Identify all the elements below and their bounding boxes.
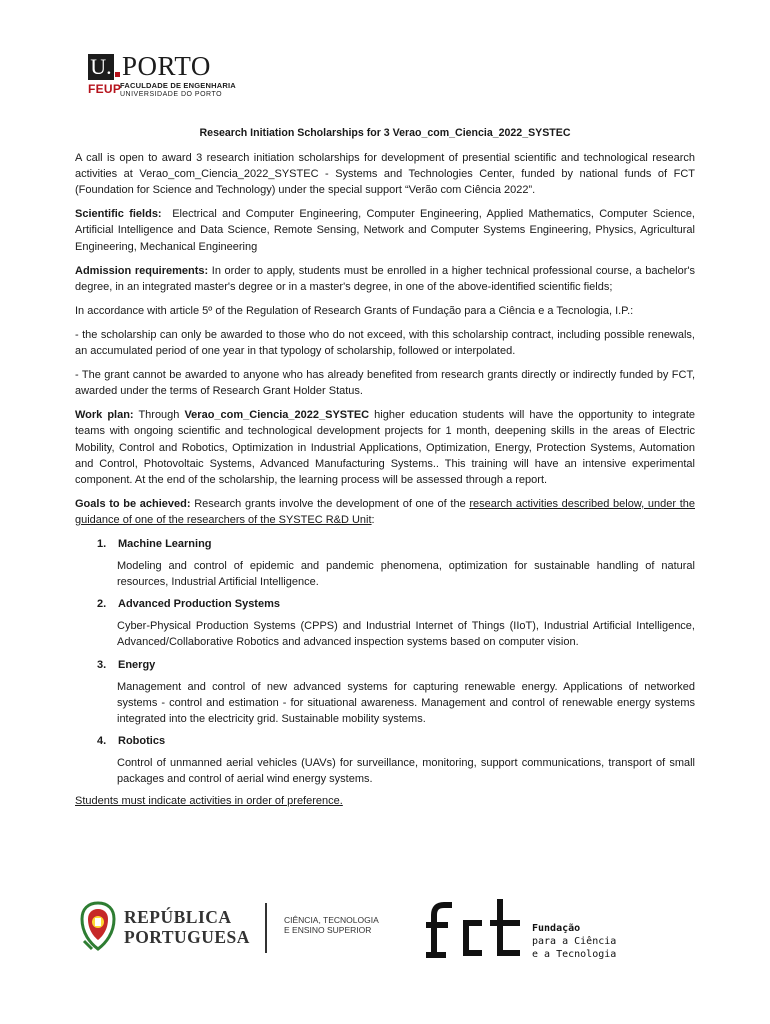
fct-name-line-one: Fundação bbox=[532, 923, 581, 934]
activity-title: 2. Advanced Production Systems bbox=[97, 598, 280, 611]
portugal-coat-of-arms-icon bbox=[78, 899, 118, 955]
goals-underlined: research activities described below, under the guidance of one of the researchers of the SYSTEC R&D Unit bbox=[75, 497, 695, 526]
activity-title: 3. Energy bbox=[97, 658, 156, 671]
list-item bbox=[75, 657, 695, 727]
rule-two-paragraph: - The grant cannot be awarded to anyone who has already benefited from research grants directly or indirectly funded by FCT, awarded under the terms of Research Grant Holder Status. bbox=[75, 369, 695, 398]
logo-feup-text: FEUP bbox=[88, 82, 122, 96]
list-item bbox=[75, 536, 695, 590]
goals-paragraph bbox=[75, 496, 695, 528]
logo-red-dot bbox=[115, 72, 120, 77]
portuguesa-text: PORTUGUESA bbox=[124, 927, 250, 947]
activity-description: Cyber-Physical Production Systems (CPPS) and Industrial Internet of Things (IIoT), Industrial Artificial Intelligence, Advanced/Collaborative Robotics and advanced inspection systems based on computer vision. bbox=[117, 620, 695, 649]
logo-porto-text: PORTO bbox=[122, 51, 211, 81]
logo-universidade-text: UNIVERSIDADE DO PORTO bbox=[120, 91, 223, 98]
list-item bbox=[75, 596, 695, 650]
activity-description: Modeling and control of epidemic and pandemic phenomena, optimization for sustainable handling of natural resources, Industrial Artificial Intelligence. bbox=[117, 560, 695, 589]
uporto-feup-logo bbox=[88, 52, 288, 100]
fct-name-line-two: para a Ciência bbox=[532, 936, 617, 947]
logo-u-mark: U. bbox=[88, 54, 114, 80]
work-plan-label: Work plan: bbox=[75, 409, 134, 422]
work-plan-program: Verao_com_Ciencia_2022_SYSTEC bbox=[184, 409, 370, 422]
goals-label: Goals to be achieved: bbox=[75, 497, 191, 510]
logo-faculdade-text: FACULDADE DE ENGENHARIA bbox=[120, 81, 236, 90]
work-plan-pre: Through bbox=[138, 409, 180, 422]
footer-logos bbox=[78, 895, 638, 965]
scientific-fields-paragraph bbox=[75, 206, 695, 254]
work-plan-paragraph bbox=[75, 407, 695, 487]
intro-paragraph: A call is open to award 3 research initiation scholarships for development of presential scientific and technological research activities at Verao_com_Ciencia_2022_SYSTEC - Systems and Technologies Center, funded by national funds of FCT (Foundation for Science and Technology) under the special support “Verão com Ciência 2022”. bbox=[75, 152, 695, 197]
fct-logo-icon bbox=[424, 897, 524, 959]
fct-name-line-three: e a Tecnologia bbox=[532, 949, 617, 960]
activity-title: 4. Robotics bbox=[97, 734, 166, 747]
scientific-fields-text: Electrical and Computer Engineering, Computer Engineering, Applied Mathematics, Computer Science, Artificial Intelligence and Data Science, Remote Sensing, Network and Computer Systems Engineering, Physics, Agricultural Engineering, Mechanical Engineering bbox=[75, 208, 695, 253]
activity-description: Control of unmanned aerial vehicles (UAVs) for surveillance, monitoring, support communications, transport of small packages and control of aerial wind energy systems. bbox=[117, 757, 695, 786]
scientific-fields-label: Scientific fields: bbox=[75, 208, 162, 221]
regulation-paragraph: In accordance with article 5º of the Regulation of Research Grants of Fundação para a Ciência e a Tecnologia, I.P.: bbox=[75, 304, 634, 317]
ministry-line-one: CIÊNCIA, TECNOLOGIA bbox=[284, 915, 379, 925]
work-plan-text: higher education students will have the opportunity to integrate teams with ongoing scientific and technological development projects for 1 month, deepening skills in the areas of Electric Mobility, Control and Robotics, Optimization in Industrial Applications, Optimization, Energy, Protection Systems, Automation and Control, Photovoltaic Systems, Advanced Manufacturing Systems.. This training will have an intensive experimental component. At the end of the scholarship, the learning process will be assessed through a report. bbox=[75, 409, 696, 486]
list-item bbox=[75, 733, 695, 787]
activity-title: 1. Machine Learning bbox=[97, 537, 212, 550]
goals-text: Research grants involve the development of one of the bbox=[194, 497, 466, 510]
admission-text: In order to apply, students must be enrolled in a higher technical professional course, a bachelor's degree, in an integrated master's degree or in a master's degree, in one of the above-identified scientific fields; bbox=[75, 264, 696, 293]
divider bbox=[265, 903, 267, 953]
ministry-line-two: E ENSINO SUPERIOR bbox=[284, 925, 372, 935]
document-title: Research Initiation Scholarships for 3 Verao_com_Ciencia_2022_SYSTEC bbox=[199, 127, 571, 139]
republica-text: REPÚBLICA bbox=[124, 907, 232, 927]
activities-list bbox=[75, 536, 695, 787]
preference-note: Students must indicate activities in order of preference. bbox=[75, 795, 343, 808]
document-body bbox=[75, 125, 695, 817]
activity-description: Management and control of new advanced systems for capturing renewable energy. Applications of networked systems - control and estimation - for situational awareness. Management and control of renewable energy systems integrated into the electricity grid. Sustainable mobility systems. bbox=[117, 680, 695, 725]
admission-label: Admission requirements: bbox=[75, 264, 209, 277]
rule-one-paragraph: - the scholarship can only be awarded to those who do not exceed, with this scholarship contract, including possible renewals, an accumulated period of one year in that typology of scholarship, followed or interpolated. bbox=[75, 328, 695, 358]
admission-paragraph bbox=[75, 263, 695, 295]
goals-colon: : bbox=[371, 513, 375, 526]
